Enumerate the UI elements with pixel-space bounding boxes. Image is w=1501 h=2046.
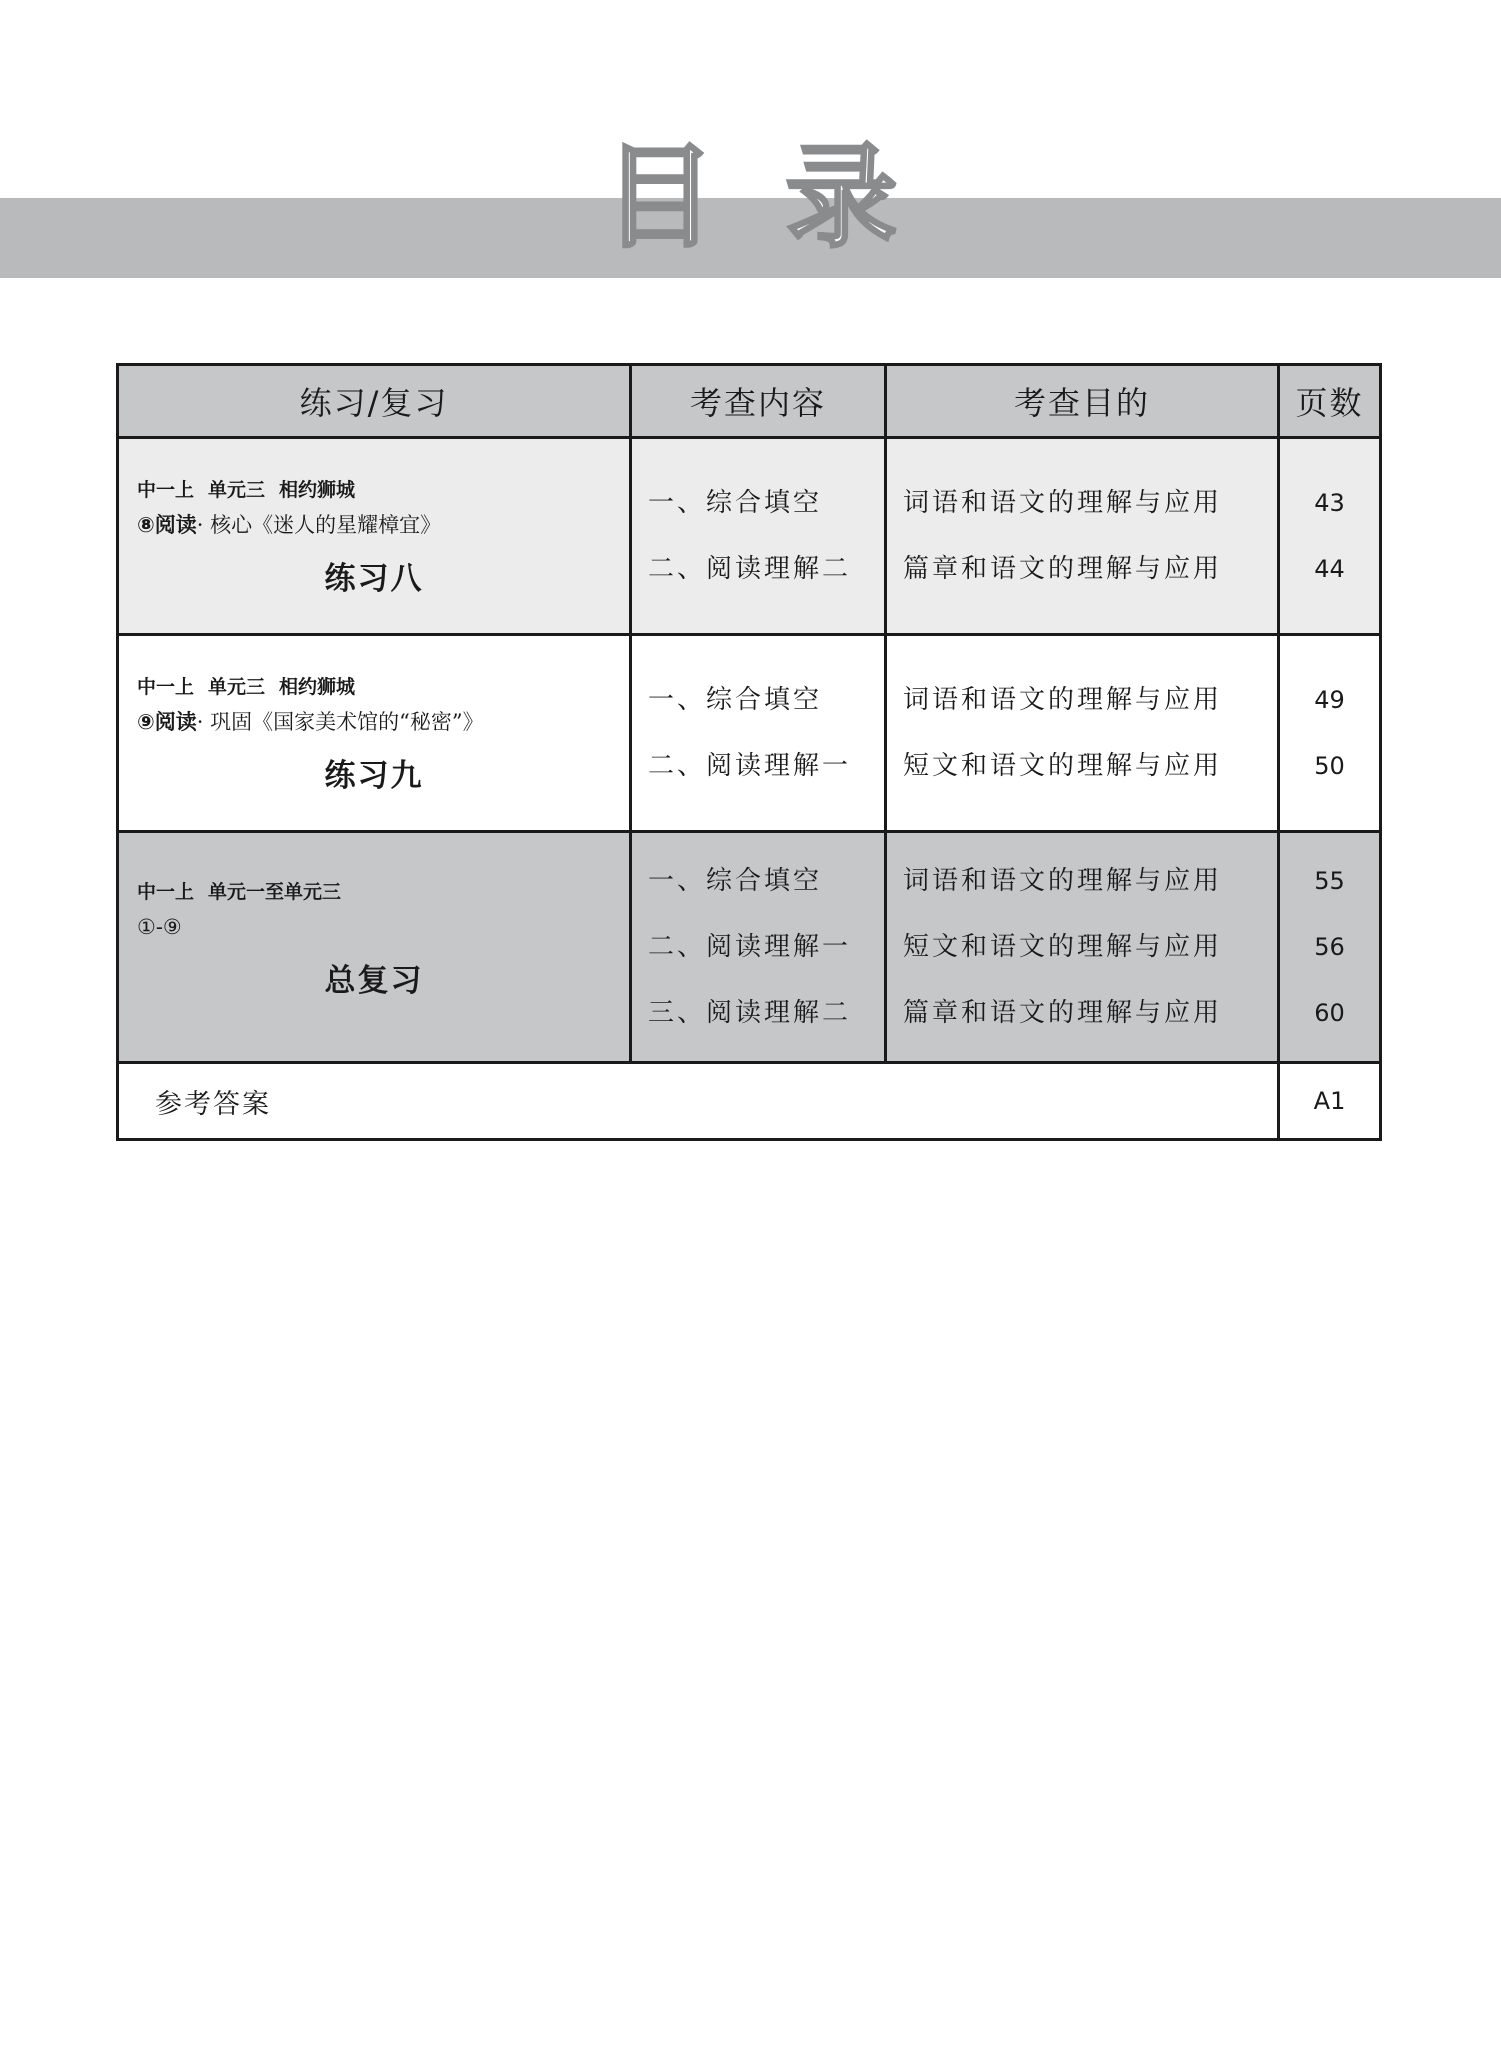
page-number[interactable]: 50 (1314, 752, 1345, 780)
purpose-cell (886, 438, 1279, 635)
exercise-cell (118, 832, 631, 1063)
header-purpose: 考查目的 (886, 365, 1279, 438)
content-cell (631, 832, 886, 1063)
unit-label: 中一上 单元一至单元三 (137, 880, 342, 903)
contents-table (116, 363, 1382, 1141)
content-item: 一、综合填空 (648, 866, 823, 896)
page-cell (1279, 438, 1381, 635)
exercise-cell (118, 635, 631, 832)
purpose-cell (886, 635, 1279, 832)
exercise-name[interactable]: 总复习 (324, 962, 424, 999)
exercise-name[interactable]: 练习八 (324, 560, 424, 597)
purpose-item: 词语和语文的理解与应用 (903, 685, 1223, 715)
header-exercise: 练习/复习 (118, 365, 631, 438)
reading-label: ①-⑨ (137, 914, 182, 939)
content-item: 二、阅读理解一 (648, 932, 852, 962)
table-row (118, 1063, 1381, 1140)
purpose-item: 篇章和语文的理解与应用 (903, 998, 1223, 1028)
page-number[interactable]: 55 (1314, 867, 1345, 895)
content-item: 三、阅读理解二 (648, 998, 852, 1028)
page-number[interactable]: 44 (1314, 555, 1345, 583)
page-cell (1279, 832, 1381, 1063)
header-content: 考查内容 (631, 365, 886, 438)
content-item: 二、阅读理解一 (648, 751, 852, 781)
answer-key-page[interactable]: A1 (1279, 1063, 1381, 1140)
header-pages: 页数 (1279, 365, 1381, 438)
content-item: 一、综合填空 (648, 488, 823, 518)
page-title: 目录 (603, 133, 968, 263)
page-number[interactable]: 43 (1314, 489, 1345, 517)
content-item: 一、综合填空 (648, 685, 823, 715)
content-item: 二、阅读理解二 (648, 554, 852, 584)
purpose-item: 词语和语文的理解与应用 (903, 866, 1223, 896)
purpose-item: 短文和语文的理解与应用 (903, 932, 1223, 962)
content-cell (631, 438, 886, 635)
page-cell (1279, 635, 1381, 832)
exercise-name[interactable]: 练习九 (324, 757, 424, 794)
purpose-item: 短文和语文的理解与应用 (903, 751, 1223, 781)
page-number[interactable]: 56 (1314, 933, 1345, 961)
table-header-row (118, 365, 1381, 438)
table-row (118, 635, 1381, 832)
purpose-cell (886, 832, 1279, 1063)
content-cell (631, 635, 886, 832)
page-number[interactable]: 49 (1314, 686, 1345, 714)
table-row (118, 438, 1381, 635)
exercise-cell (118, 438, 631, 635)
answer-key-label[interactable]: 参考答案 (118, 1063, 1279, 1140)
table-row (118, 832, 1381, 1063)
page-number[interactable]: 60 (1314, 999, 1345, 1027)
purpose-item: 篇章和语文的理解与应用 (903, 554, 1223, 584)
reading-label: ⑧阅读· 核心《迷人的星耀樟宜》 (137, 512, 442, 537)
unit-label: 中一上 单元三 相约狮城 (137, 478, 356, 501)
reading-label: ⑨阅读· 巩固《国家美术馆的“秘密”》 (137, 709, 484, 734)
unit-label: 中一上 单元三 相约狮城 (137, 675, 356, 698)
purpose-item: 词语和语文的理解与应用 (903, 488, 1223, 518)
